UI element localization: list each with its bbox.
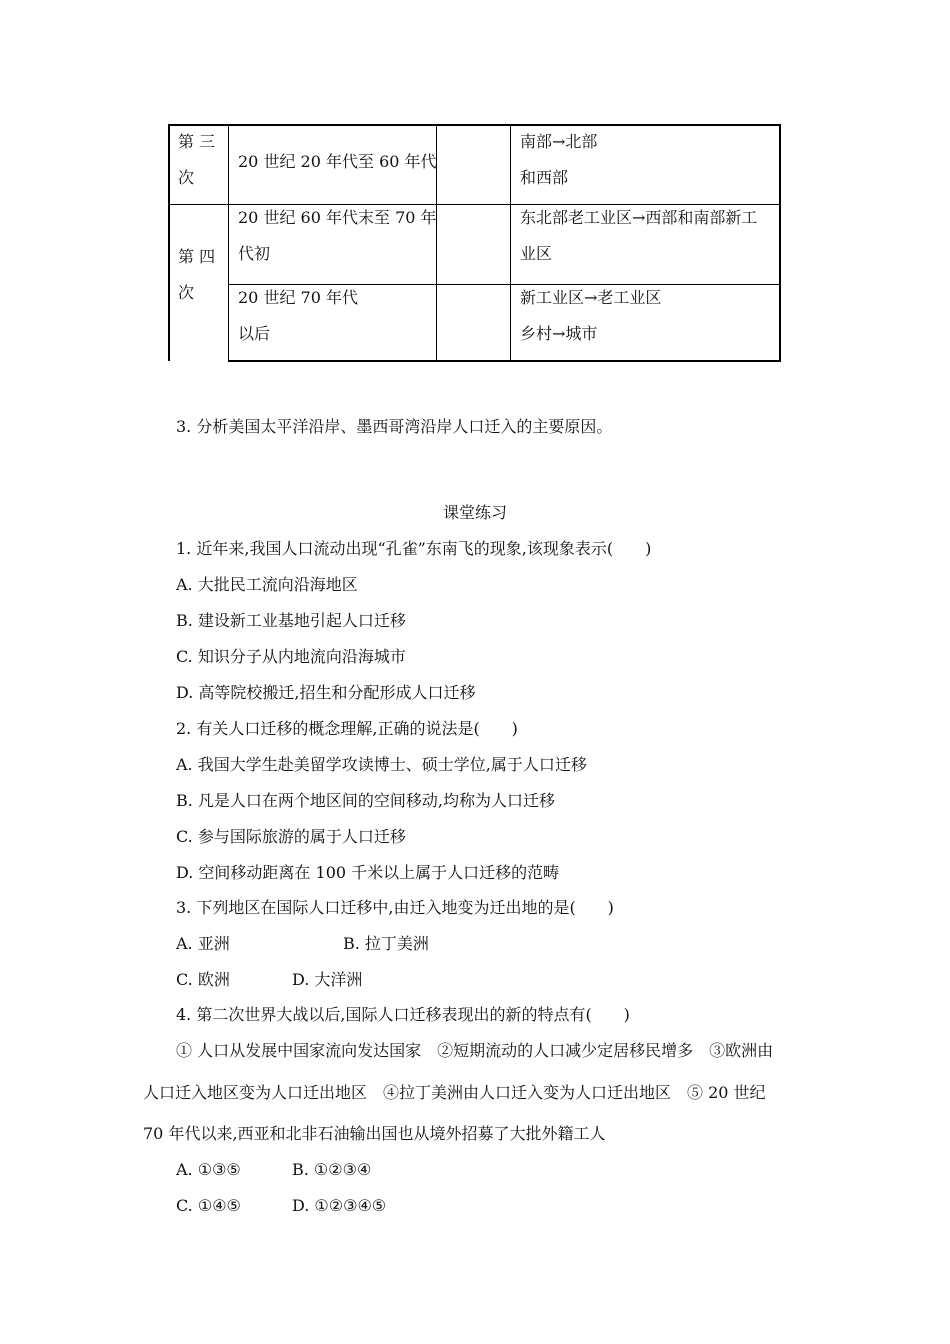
table-col-line-1	[228, 124, 229, 362]
table-cell-direction	[520, 200, 757, 272]
option-c[interactable]: C. 参与国际旅游的属于人口迁移	[176, 827, 406, 846]
direction-line1: 东北部老工业区→西部和南部新工	[520, 208, 758, 227]
analysis-question: 3. 分析美国太平洋沿岸、墨西哥湾沿岸人口迁入的主要原因。	[176, 417, 613, 436]
question-stem: 1. 近年来,我国人口流动出现“孔雀”东南飞的现象,该现象表示( )	[176, 539, 652, 558]
table-cell-period	[238, 144, 437, 180]
option-c[interactable]: C. ①④⑤	[176, 1196, 241, 1215]
table-col-line-3	[510, 124, 511, 362]
table-cell-stage	[178, 124, 215, 196]
period-line2: 以后	[238, 324, 271, 343]
option-a[interactable]: A. 亚洲	[176, 934, 230, 953]
statement-line: 70 年代以来,西亚和北非石油输出国也从境外招募了大批外籍工人	[143, 1124, 606, 1143]
table-border-top	[168, 124, 781, 126]
option-b[interactable]: B. ①②③④	[292, 1160, 372, 1179]
direction-line1: 南部→北部	[520, 132, 598, 151]
table-cell-period	[238, 200, 437, 272]
option-b[interactable]: B. 拉丁美洲	[343, 934, 429, 953]
option-c[interactable]: C. 欧洲	[176, 970, 230, 989]
table-cell-stage	[178, 239, 215, 311]
stage-label-line1: 第 四	[178, 247, 216, 266]
question-stem: 3. 下列地区在国际人口迁移中,由迁入地变为迁出地的是( )	[176, 898, 614, 917]
stage-label-line2: 次	[178, 283, 195, 302]
option-c[interactable]: C. 知识分子从内地流向沿海城市	[176, 647, 406, 666]
table-cell-direction	[520, 280, 661, 352]
direction-line2: 和西部	[520, 168, 569, 187]
option-d[interactable]: D. 高等院校搬迁,招生和分配形成人口迁移	[176, 683, 476, 702]
option-a[interactable]: A. 大批民工流向沿海地区	[176, 575, 358, 594]
period-text: 20 世纪 20 年代至 60 年代	[238, 152, 437, 171]
option-d[interactable]: D. ①②③④⑤	[292, 1196, 387, 1215]
table-border-left	[168, 124, 170, 361]
option-b[interactable]: B. 建设新工业基地引起人口迁移	[176, 611, 406, 630]
period-line2: 代初	[238, 244, 271, 263]
stage-label-line1: 第 三	[178, 132, 216, 151]
statement-line: 人口迁入地区变为人口迁出地区 ④拉丁美洲由人口迁入变为人口迁出地区 ⑤ 20 世纪	[143, 1083, 766, 1102]
option-a[interactable]: A. 我国大学生赴美留学攻读博士、硕士学位,属于人口迁移	[176, 755, 587, 774]
option-d[interactable]: D. 空间移动距离在 100 千米以上属于人口迁移的范畴	[176, 863, 560, 882]
table-border-right	[779, 124, 781, 362]
statement-line: ① 人口从发展中国家流向发达国家 ②短期流动的人口减少定居移民增多 ③欧洲由	[176, 1041, 774, 1060]
direction-line2: 业区	[520, 244, 553, 263]
direction-line2: 乡村→城市	[520, 324, 598, 343]
section-title: 课堂练习	[443, 503, 508, 522]
option-b[interactable]: B. 凡是人口在两个地区间的空间移动,均称为人口迁移	[176, 791, 556, 810]
option-d[interactable]: D. 大洋洲	[292, 970, 363, 989]
period-line1: 20 世纪 60 年代末至 70 年	[238, 208, 437, 227]
table-cell-period	[238, 280, 358, 352]
table-cell-direction	[520, 124, 597, 196]
question-stem: 2. 有关人口迁移的概念理解,正确的说法是( )	[176, 719, 518, 738]
migration-table	[168, 124, 781, 362]
period-line1: 20 世纪 70 年代	[238, 288, 358, 307]
table-border-bottom	[228, 360, 781, 362]
direction-line1: 新工业区→老工业区	[520, 288, 662, 307]
option-a[interactable]: A. ①③⑤	[176, 1160, 241, 1179]
stage-label-line2: 次	[178, 168, 195, 187]
question-stem: 4. 第二次世界大战以后,国际人口迁移表现出的新的特点有( )	[176, 1005, 630, 1024]
